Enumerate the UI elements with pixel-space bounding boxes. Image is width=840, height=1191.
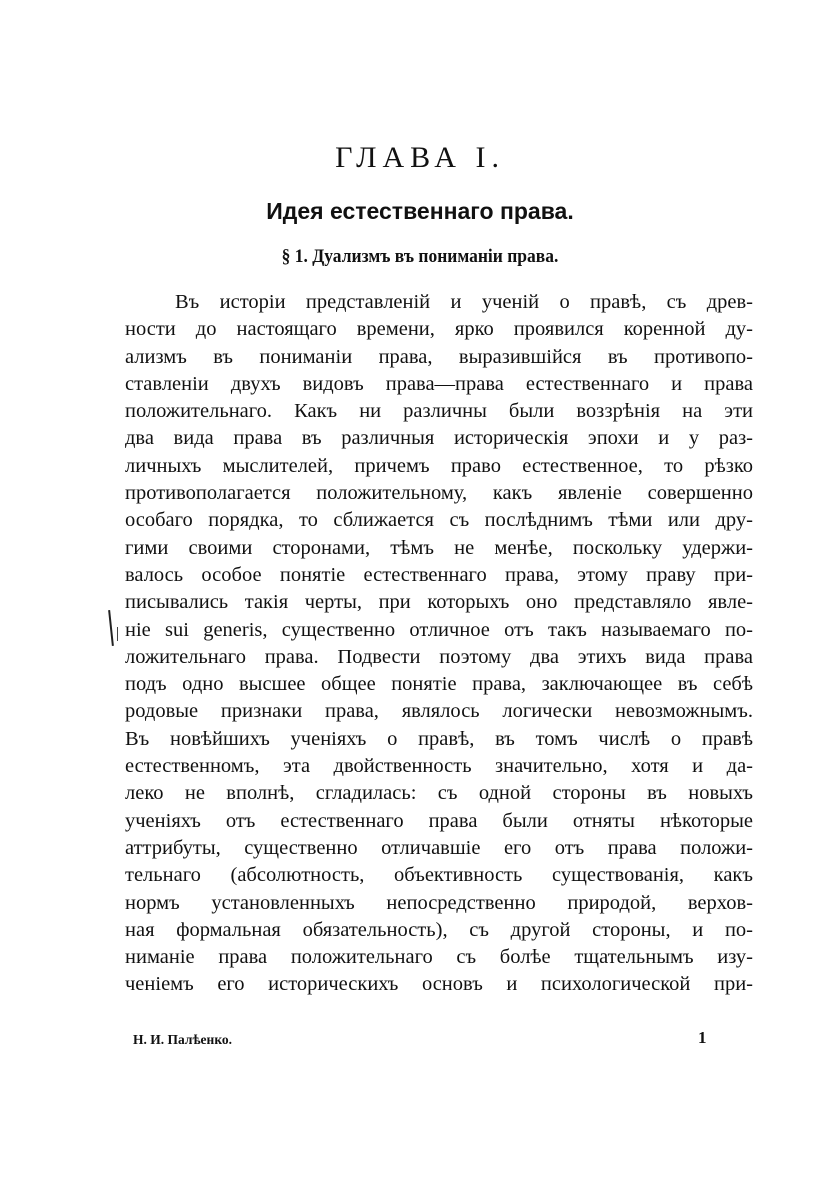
text-line: естественномъ, эта двойственность значительно, хотя и да- xyxy=(125,755,753,778)
body-paragraph xyxy=(125,289,753,999)
text-line: тельнаго (абсолютность, объективность существованія, какъ xyxy=(125,864,753,887)
text-line: писывались такія черты, при которыхъ оно представляло явле- xyxy=(125,591,753,614)
chapter-title: Идея естественнаго права. xyxy=(266,198,574,224)
text-line: ности до настоящаго времени, ярко проявился коренной ду- xyxy=(125,318,753,341)
section-heading: § 1. Дуализмъ въ пониманіи права. xyxy=(281,246,559,267)
text-line: ализмъ въ пониманіи права, выразившійся въ противопо- xyxy=(125,345,753,368)
text-line: подъ одно высшее общее понятіе права, заключающее въ себѣ xyxy=(125,673,753,696)
text-line: леко не вполнѣ, сгладилась: съ одной стороны въ новыхъ xyxy=(125,782,753,805)
text-line: аттрибуты, существенно отличавшіе его отъ права положи- xyxy=(125,836,753,859)
text-line: Въ исторіи представленій и ученій о правѣ, съ древ- xyxy=(175,291,753,313)
text-line: ученіяхъ отъ естественнаго права были отняты нѣкоторые xyxy=(125,809,753,832)
text-line: нормъ установленныхъ непосредственно природой, верхов- xyxy=(125,891,753,914)
text-line: положительнаго. Какъ ни различны были воззрѣнія на эти xyxy=(125,400,753,423)
text-line: ставленіи двухъ видовъ права—права естественнаго и права xyxy=(125,372,753,395)
text-line: гими своими сторонами, тѣмъ не менѣе, поскольку удержи- xyxy=(125,536,753,559)
text-line: ніе sui generis, существенно отличное отъ такъ называемаго по- xyxy=(125,618,753,641)
chapter-heading: ГЛАВА I. xyxy=(335,141,505,174)
page-number: 1 xyxy=(698,1028,707,1047)
margin-pencil-mark xyxy=(108,610,114,646)
text-line: ниманіе права положительнаго съ болѣе тщательнымъ изу- xyxy=(125,946,753,969)
text-line: валось особое понятіе естественнаго права, этому праву при- xyxy=(125,563,753,586)
text-line: противополагается положительному, какъ явленіе совершенно xyxy=(125,482,753,505)
text-line: родовые признаки права, являлось логически невозможнымъ. xyxy=(125,700,753,723)
text-line: ченіемъ его историческихъ основъ и психологической при- xyxy=(125,973,753,996)
text-line: Въ новѣйшихъ ученіяхъ о правѣ, въ томъ числѣ о правѣ xyxy=(125,727,753,750)
footer-author-signature: Н. И. Палѣенко. xyxy=(133,1032,233,1047)
text-line: ложительнаго права. Подвести поэтому два этихъ вида права xyxy=(125,645,753,668)
text-line: особаго порядка, то сближается съ послѣднимъ тѣми или дру- xyxy=(125,509,753,532)
text-line: два вида права въ различныя историческія эпохи и у раз- xyxy=(125,427,753,450)
margin-pencil-mark-small xyxy=(117,627,118,641)
text-line: личныхъ мыслителей, причемъ право естественное, то рѣзко xyxy=(125,454,753,477)
text-line: ная формальная обязательность), съ другой стороны, и по- xyxy=(125,918,753,941)
